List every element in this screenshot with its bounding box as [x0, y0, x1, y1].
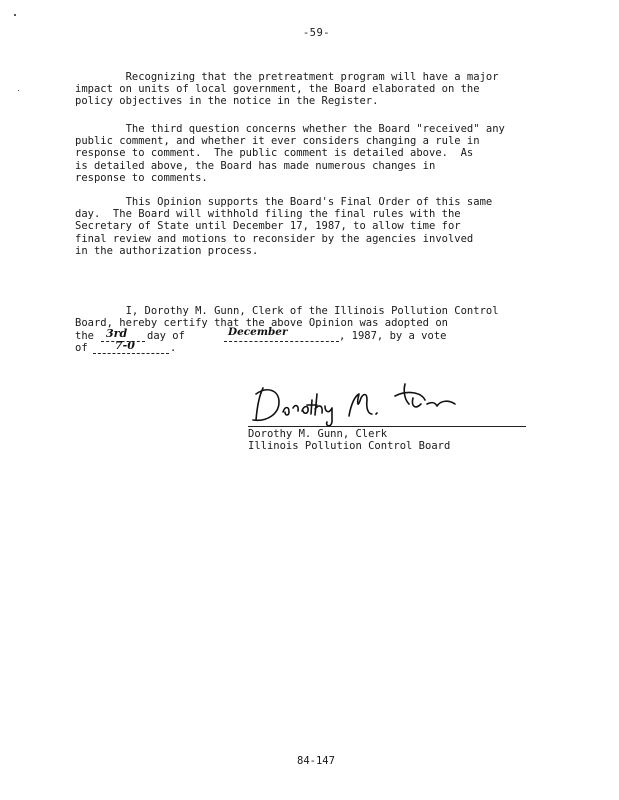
paragraph-final-order: This Opinion supports the Board's Final Order of this same day. The Board will withhold filing the final rules with the Secretary of State until December 17, 1987, to allow time for final review and motions to reconsider by the agencies involved in the authorization process. [75, 196, 493, 257]
paragraph-public-comment: The third question concerns whether the Board "received" any public comment, and whether it ever considers changing a rule in response to comment. The public comment is detailed above. As is detailed above, the Board has made numerous changes in response to comments. [75, 123, 505, 184]
signature-line [248, 426, 526, 427]
paragraph-pretreatment-impact: Recognizing that the pretreatment program will have a major impact on units of local government, the Board elaborated on the policy objectives in the notice in the Register. [75, 71, 499, 108]
vote-blank [93, 353, 169, 354]
clerk-name-line: Dorothy M. Gunn, Clerk [248, 428, 388, 440]
scan-speck [18, 90, 19, 91]
month-blank [224, 341, 339, 342]
clerk-title-line: Illinois Pollution Control Board [248, 440, 451, 452]
handwritten-day: 3rd [106, 327, 128, 340]
paragraph-clerk-certification: I, Dorothy M. Gunn, Clerk of the Illinois Pollution Control Board, hereby certify that the above Opinion was adopted on [75, 305, 499, 330]
clerk-signature [245, 378, 535, 430]
document-footer-number: 84-147 [297, 755, 335, 767]
cert-of-label: of [75, 342, 88, 354]
cert-the-label: the [75, 330, 94, 342]
scan-speck [14, 14, 16, 16]
handwritten-month: December [228, 326, 288, 338]
cert-year-text: , 1987, by a vote [339, 330, 447, 342]
cert-trailing-dot: . [170, 342, 177, 354]
handwritten-vote: 7-0 [115, 339, 135, 352]
page-number: -59- [302, 27, 331, 39]
cert-day-of-label: day of [147, 330, 185, 342]
